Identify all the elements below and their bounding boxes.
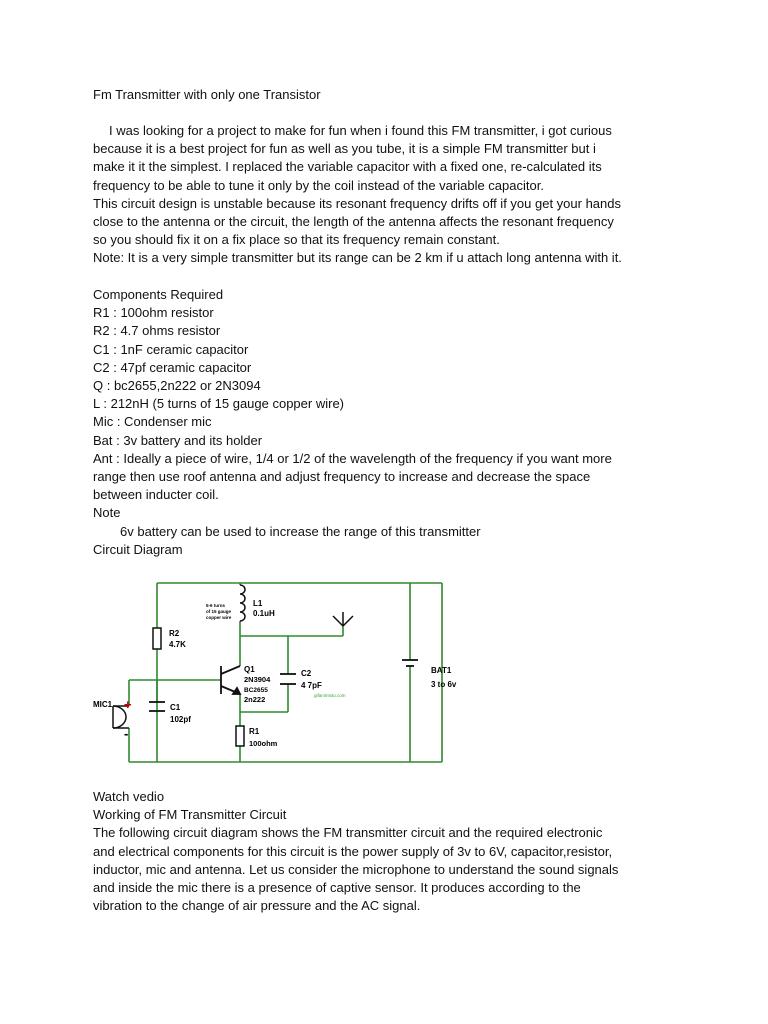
component-item: L : 212nH (5 turns of 15 gauge copper wire): [93, 396, 344, 412]
working-line: The following circuit diagram shows the FM transmitter circuit and the required electronic: [93, 825, 603, 841]
c2-value-label: 4 7pF: [301, 681, 322, 690]
working-line: inductor, mic and antenna. Let us consider the microphone to understand the sound signals: [93, 861, 619, 877]
intro-line: make it it the simplest. I replaced the variable capacitor with a fixed one, re-calculated its: [93, 159, 602, 175]
intro-line: I was looking for a project to make for fun when i found this FM transmitter, i got curious: [109, 123, 612, 138]
r1-label: R1: [249, 727, 260, 736]
intro-line: because it is a best project for fun as well as you tube, it is a simple FM transmitter but i: [93, 141, 596, 157]
battery-symbol: [402, 660, 418, 666]
coil-note-label: of 15 gauge: [206, 609, 232, 614]
intro-line: This circuit design is unstable because its resonant frequency drifts off if you get your hands: [93, 195, 621, 211]
c1-label: C1: [170, 703, 181, 712]
working-heading: Working of FM Transmitter Circuit: [93, 807, 287, 823]
mic-plus-label: +: [124, 697, 132, 712]
working-line: and inside the mic there is a presence of captive sensor. It produces according to the: [93, 880, 581, 896]
coil-note-label: copper wire: [206, 615, 232, 620]
q1-transistor: [221, 666, 240, 694]
coil-note-label: 5-6 turns: [206, 603, 226, 608]
note-text: 6v battery can be used to increase the range of this transmitter: [120, 523, 481, 539]
watch-video-text: Watch vedio: [93, 789, 165, 804]
l1-coil: [240, 585, 245, 621]
intro-paragraph: [93, 122, 622, 268]
c2-label: C2: [301, 669, 312, 678]
intro-line: frequency to be able to tune it only by the coil instead of the variable capacitor.: [93, 177, 544, 193]
r1-value-label: 100ohm: [249, 739, 278, 748]
intro-line: close to the antenna or the circuit, the length of the antenna affects the resonant frequency: [93, 214, 614, 230]
component-item: R2 : 4.7 ohms resistor: [93, 323, 221, 339]
antenna-symbol: [333, 612, 353, 626]
watermark-text: gifanimtsto.com: [314, 693, 346, 698]
q1-part-label: 2n222: [244, 695, 266, 704]
mic-minus-label: -: [124, 726, 129, 741]
bat-label: BAT1: [431, 666, 452, 675]
component-item: Mic : Condenser mic: [93, 414, 212, 430]
component-item: R1 : 100ohm resistor: [93, 305, 214, 321]
component-item: Q : bc2655,2n222 or 2N3094: [93, 378, 261, 394]
components-section: [93, 286, 612, 559]
mic-label: MIC1: [93, 700, 113, 709]
intro-note-line: Note: It is a very simple transmitter but its range can be 2 km if u attach long antenna with it.: [93, 250, 622, 266]
working-line: vibration to the change of air pressure and the AC signal.: [93, 898, 421, 914]
working-line: and electrical components for this circuit is the power supply of 3v to 6V, capacitor,resistor,: [93, 843, 613, 859]
circuit-diagram-svg: [93, 568, 471, 768]
intro-line: so you should fix it on a fix place so that its frequency remain constant.: [93, 232, 500, 248]
q1-part-label: 2N3904: [244, 675, 271, 684]
r2-resistor: [153, 628, 161, 649]
components-heading: Components Required: [93, 287, 224, 302]
circuit-wires: [129, 583, 442, 762]
component-item: Ant : Ideally a piece of wire, 1/4 or 1/2 of the wavelength of the frequency if you want more: [93, 450, 612, 466]
q1-part-label: BC2655: [244, 687, 268, 694]
component-item: C1 : 1nF ceramic capacitor: [93, 341, 249, 357]
component-item: Bat : 3v battery and its holder: [93, 432, 263, 448]
c2-capacitor: [280, 674, 296, 684]
r2-value-label: 4.7K: [169, 640, 186, 649]
circuit-diagram: [93, 568, 471, 768]
component-item: C2 : 47pf ceramic capacitor: [93, 359, 252, 375]
working-section: [93, 788, 618, 915]
l1-value-label: 0.1uH: [253, 609, 275, 618]
l1-label: L1: [253, 599, 263, 608]
circuit-heading: Circuit Diagram: [93, 541, 183, 557]
q1-label: Q1: [244, 665, 255, 674]
r1-resistor: [236, 726, 244, 746]
c1-value-label: 102pf: [170, 715, 191, 724]
bat-value-label: 3 to 6v: [431, 680, 457, 689]
component-item: between inducter coil.: [93, 487, 219, 503]
note-label: Note: [93, 505, 121, 521]
r2-label: R2: [169, 629, 180, 638]
component-item: range then use roof antenna and adjust frequency to increase and decrease the space: [93, 469, 591, 485]
doc-title: Fm Transmitter with only one Transistor: [93, 87, 321, 102]
